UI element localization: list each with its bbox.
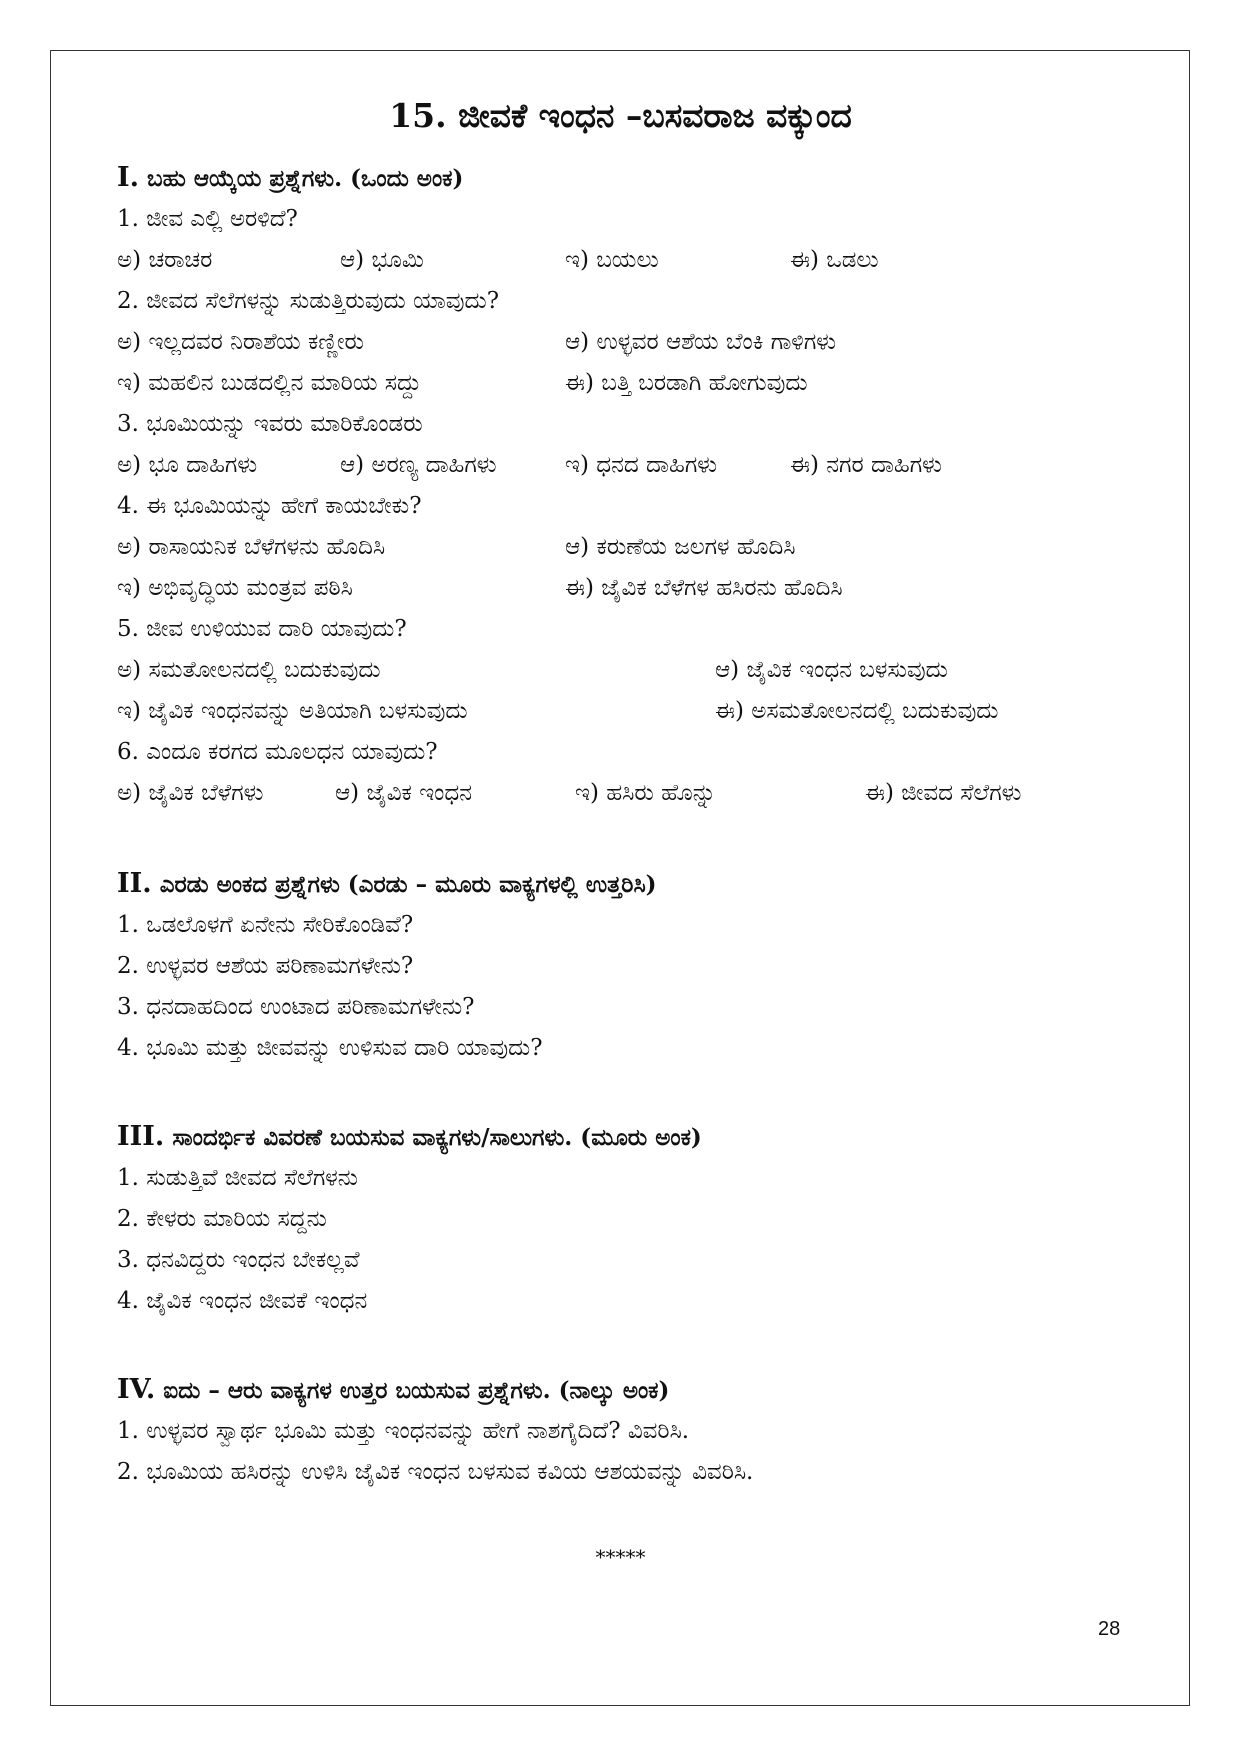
question-1-5: 5. ಜೀವ ಉಳಿಯುವ ದಾರಿ ಯಾವುದು? xyxy=(117,616,407,642)
question-1-3: 3. ಭೂಮಿಯನ್ನು ಇವರು ಮಾರಿಕೊಂಡರು xyxy=(117,411,423,437)
option: ಇ) ಅಭಿವೃದ್ಧಿಯ ಮಂತ್ರವ ಪಠಿಸಿ xyxy=(117,575,353,601)
question-2-3: 3. ಧನದಾಹದಿಂದ ಉಂಟಾದ ಪರಿಣಾಮಗಳೇನು? xyxy=(117,994,475,1020)
end-stars: ***** xyxy=(595,1545,646,1569)
option: ಈ) ನಗರ ದಾಹಿಗಳು xyxy=(790,452,942,478)
section-1-title: ಬಹು ಆಯ್ಕೆಯ ಪ್ರಶ್ನೆಗಳು. (ಒಂದು ಅಂಕ) xyxy=(147,165,464,192)
option: ಈ) ಜೈವಿಕ ಬೆಳೆಗಳ ಹಸಿರನು ಹೊದಿಸಿ xyxy=(565,575,843,601)
section-4-heading xyxy=(117,1375,669,1406)
option: ಈ) ಅಸಮತೋಲನದಲ್ಲಿ ಬದುಕುವುದು xyxy=(715,698,999,724)
section-1-number: I. xyxy=(117,162,140,193)
section-3-number: III. xyxy=(117,1121,165,1152)
option: ಅ) ಭೂ ದಾಹಿಗಳು xyxy=(117,452,258,478)
option: ಆ) ಅರಣ್ಯ ದಾಹಿಗಳು xyxy=(340,452,497,478)
question-1-2: 2. ಜೀವದ ಸೆಲೆಗಳನ್ನು ಸುಡುತ್ತಿರುವುದು ಯಾವುದು? xyxy=(117,288,500,314)
option: ಆ) ಉಳ್ಳವರ ಆಶೆಯ ಬೆಂಕಿ ಗಾಳಿಗಳು xyxy=(565,329,837,355)
question-2-4: 4. ಭೂಮಿ ಮತ್ತು ಜೀವವನ್ನು ಉಳಿಸುವ ದಾರಿ ಯಾವುದು? xyxy=(117,1035,543,1061)
option: ಇ) ಬಯಲು xyxy=(565,247,659,273)
question-3-4: 4. ಜೈವಿಕ ಇಂಧನ ಜೀವಕೆ ಇಂಧನ xyxy=(117,1288,368,1314)
option: ಇ) ಮಹಲಿನ ಬುಡದಲ್ಲಿನ ಮಾರಿಯ ಸದ್ದು xyxy=(117,370,422,396)
question-2-2: 2. ಉಳ್ಳವರ ಆಶೆಯ ಪರಿಣಾಮಗಳೇನು? xyxy=(117,953,414,979)
option: ಆ) ಭೂಮಿ xyxy=(340,247,424,273)
option: ಅ) ಸಮತೋಲನದಲ್ಲಿ ಬದುಕುವುದು xyxy=(117,657,381,683)
question-4-1: 1. ಉಳ್ಳವರ ಸ್ವಾರ್ಥ ಭೂಮಿ ಮತ್ತು ಇಂಧನವನ್ನು ಹೇಗೆ ನಾಶಗೈದಿದೆ? ವಿವರಿಸಿ. xyxy=(117,1418,690,1444)
section-2-heading xyxy=(117,869,657,900)
section-4-title: ಐದು – ಆರು ವಾಕ್ಯಗಳ ಉತ್ತರ ಬಯಸುವ ಪ್ರಶ್ನೆಗಳು. (ನಾಲ್ಕು ಅಂಕ) xyxy=(163,1377,670,1404)
question-1-1: 1. ಜೀವ ಎಲ್ಲಿ ಅರಳಿದೆ? xyxy=(117,206,298,232)
question-3-1: 1. ಸುಡುತ್ತಿವೆ ಜೀವದ ಸೆಲೆಗಳನು xyxy=(117,1165,358,1191)
section-4-number: IV. xyxy=(117,1374,156,1405)
section-2-title: ಎರಡು ಅಂಕದ ಪ್ರಶ್ನೆಗಳು (ಎರಡು – ಮೂರು ವಾಕ್ಯಗಳಲ್ಲಿ ಉತ್ತರಿಸಿ) xyxy=(159,871,657,898)
option: ಅ) ಇಲ್ಲದವರ ನಿರಾಶೆಯ ಕಣ್ಣೀರು xyxy=(117,329,364,355)
option: ಆ) ಕರುಣೆಯ ಜಲಗಳ ಹೊದಿಸಿ xyxy=(565,534,796,560)
option: ಅ) ಜೈವಿಕ ಬೆಳೆಗಳು xyxy=(117,780,264,806)
option: ಇ) ಹಸಿರು ಹೊನ್ನು xyxy=(575,780,716,806)
question-4-2: 2. ಭೂಮಿಯ ಹಸಿರನ್ನು ಉಳಿಸಿ ಜೈವಿಕ ಇಂಧನ ಬಳಸುವ ಕವಿಯ ಆಶಯವನ್ನು ವಿವರಿಸಿ. xyxy=(117,1459,754,1485)
section-1-heading xyxy=(117,163,463,194)
question-2-1: 1. ಒಡಲೊಳಗೆ ಏನೇನು ಸೇರಿಕೊಂಡಿವೆ? xyxy=(117,912,414,938)
page-title: 15. ಜೀವಕೆ ಇಂಧನ –ಬಸವರಾಜ ವಕ್ಕುಂದ xyxy=(389,96,852,135)
question-3-3: 3. ಧನವಿದ್ದರು ಇಂಧನ ಬೇಕಲ್ಲವೆ xyxy=(117,1247,360,1273)
page-number: 28 xyxy=(1098,1618,1121,1640)
option: ಆ) ಜೈವಿಕ ಇಂಧನ xyxy=(335,780,472,806)
option: ಅ) ರಾಸಾಯನಿಕ ಬೆಳೆಗಳನು ಹೊದಿಸಿ xyxy=(117,534,386,560)
question-1-4: 4. ಈ ಭೂಮಿಯನ್ನು ಹೇಗೆ ಕಾಯಬೇಕು? xyxy=(117,493,422,519)
option: ಆ) ಜೈವಿಕ ಇಂಧನ ಬಳಸುವುದು xyxy=(715,657,948,683)
option: ಅ) ಚರಾಚರ xyxy=(117,247,213,273)
section-2-number: II. xyxy=(117,868,152,899)
question-1-6: 6. ಎಂದೂ ಕರಗದ ಮೂಲಧನ ಯಾವುದು? xyxy=(117,739,438,765)
section-3-heading xyxy=(117,1122,702,1153)
question-3-2: 2. ಕೇಳರು ಮಾರಿಯ ಸದ್ದನು xyxy=(117,1206,327,1232)
option: ಈ) ಒಡಲು xyxy=(790,247,879,273)
option: ಇ) ಧನದ ದಾಹಿಗಳು xyxy=(565,452,718,478)
option: ಈ) ಬತ್ತಿ ಬರಡಾಗಿ ಹೋಗುವುದು xyxy=(565,370,808,396)
section-3-title: ಸಾಂದರ್ಭಿಕ ವಿವರಣೆ ಬಯಸುವ ವಾಕ್ಯಗಳು/ಸಾಲುಗಳು. (ಮೂರು ಅಂಕ) xyxy=(172,1124,702,1151)
option: ಇ) ಜೈವಿಕ ಇಂಧನವನ್ನು ಅತಿಯಾಗಿ ಬಳಸುವುದು xyxy=(117,698,468,724)
option: ಈ) ಜೀವದ ಸೆಲೆಗಳು xyxy=(865,780,1022,806)
